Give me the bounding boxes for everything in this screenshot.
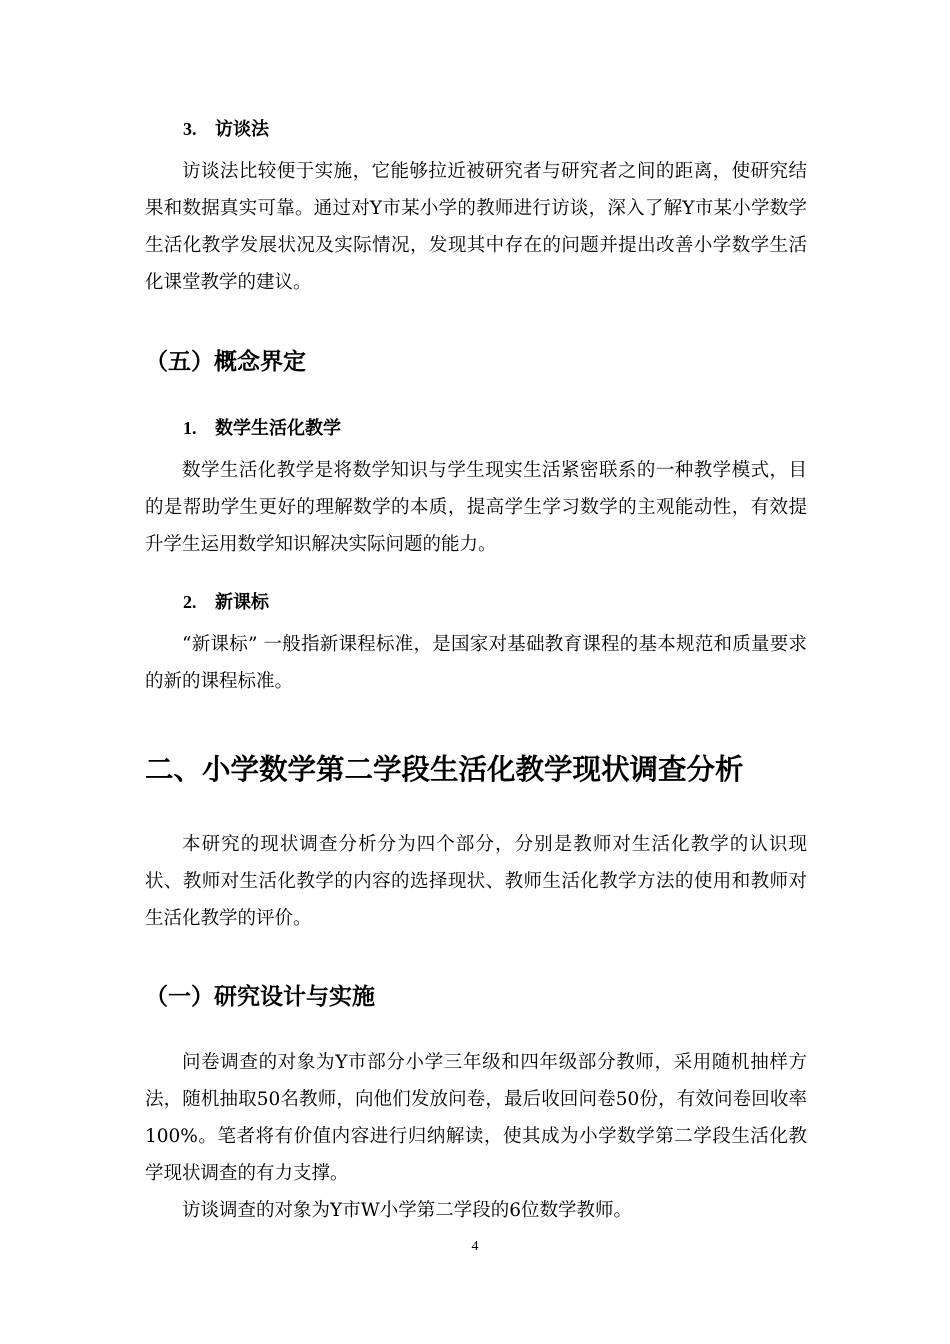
heading-concept-definition: （五）概念界定 — [145, 349, 306, 375]
paragraph-text: 访谈法比较便于实施，它能够拉近被研究者与研究者之间的距离，使研究结果和数据真实可靠。通过对Y市某小学的教师进行访谈，深入了解Y市某小学数学生活化教学发展状况及实际情况，发现其中存在的问题并提出改善小学数学生活化课堂教学的建议。 — [145, 161, 807, 293]
heading-number: 2. — [183, 592, 197, 612]
paragraph-text: “新课标” 一般指新课程标准，是国家对基础教育课程的基本规范和质量要求的新的课程标准。 — [145, 634, 807, 692]
paragraph-text: 访谈调查的对象为Y市W小学第二学段的6位数学教师。 — [182, 1200, 633, 1221]
paragraph-text: 本研究的现状调查分析分为四个部分，分别是教师对生活化教学的认识现状、教师对生活化教学的内容的选择现状、教师生活化教学方法的使用和教师对生活化教学的评价。 — [145, 834, 807, 929]
heading-number: 1. — [183, 418, 197, 438]
paragraph-text: 数学生活化教学是将数学知识与学生现实生活紧密联系的一种教学模式，目的是帮助学生更好的理解数学的本质，提高学生学习数学的主观能动性，有效提升学生运用数学知识解决实际问题的能力。 — [145, 460, 807, 555]
heading-interview-method — [183, 117, 803, 142]
heading-new-curriculum — [183, 590, 803, 615]
heading-text: 访谈法 — [215, 119, 269, 140]
chapter-title: 二、小学数学第二学段生活化教学现状调查分析 — [145, 753, 744, 786]
heading-text: 新课标 — [215, 592, 269, 613]
paragraph-chapter-intro — [145, 826, 807, 937]
heading-number: 3. — [183, 119, 197, 139]
paragraph-new-curriculum — [145, 626, 807, 700]
paragraph-questionnaire — [145, 1044, 807, 1192]
page-number: 4 — [471, 1239, 479, 1254]
heading-math-life-teaching — [183, 416, 803, 441]
paragraph-interview-method — [145, 153, 807, 301]
heading-text: 数学生活化教学 — [215, 418, 341, 439]
paragraph-interview-survey — [145, 1192, 807, 1229]
paragraph-text: 问卷调查的对象为Y市部分小学三年级和四年级部分教师，采用随机抽样方法，随机抽取50名教师，向他们发放问卷，最后收回问卷50份，有效问卷回收率100%。笔者将有价值内容进行归纳解读，使其成为小学数学第二学段生活化教学现状调查的有力支撑。 — [145, 1052, 807, 1184]
heading-research-design: （一）研究设计与实施 — [145, 984, 375, 1010]
paragraph-math-life-teaching — [145, 452, 807, 563]
